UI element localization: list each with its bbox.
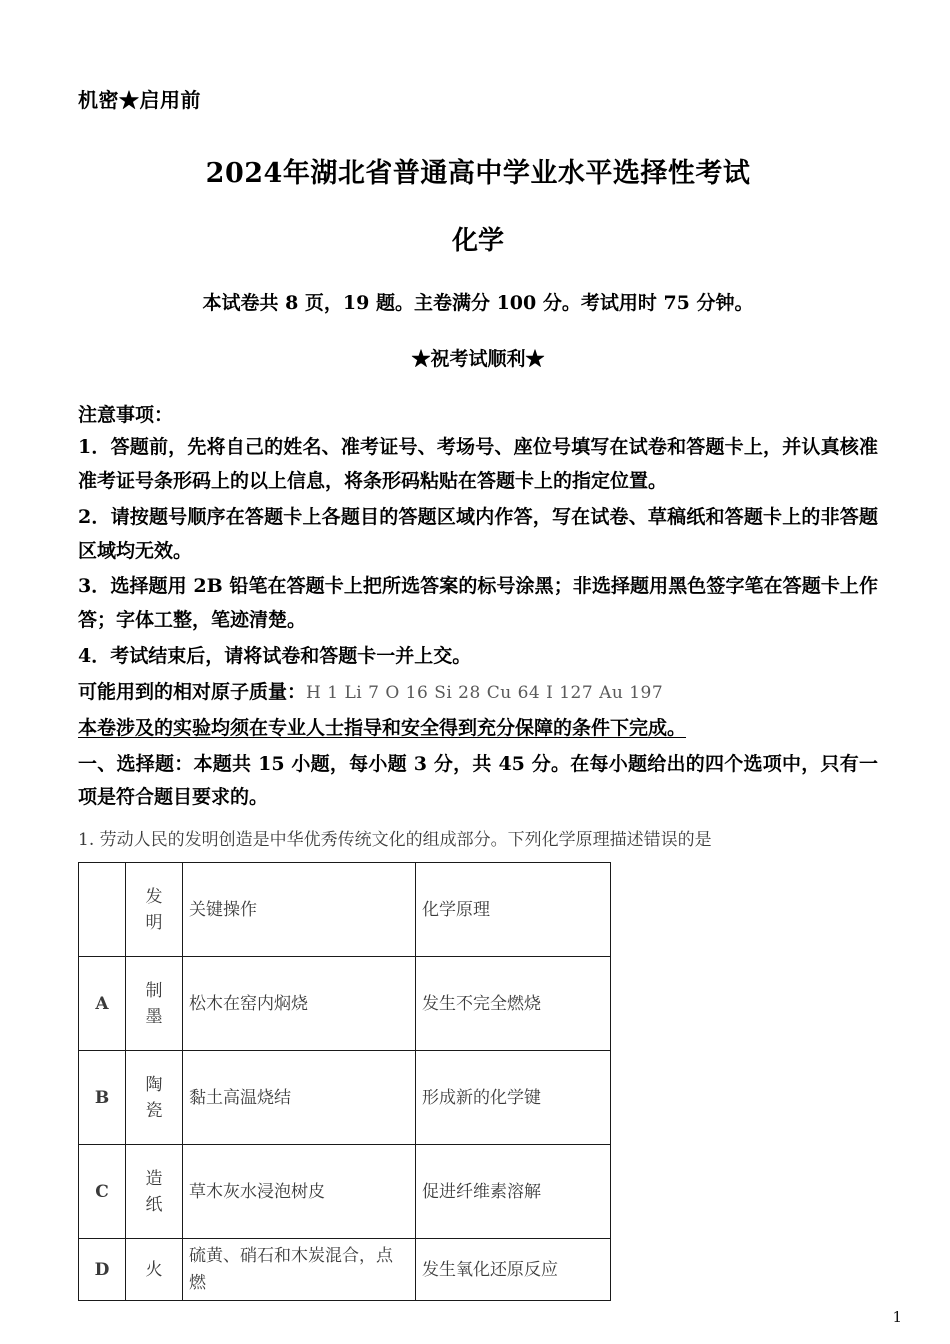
option-letter-b: B (79, 1051, 126, 1145)
subject-title: 化学 (451, 226, 504, 257)
option-a-operation: 松木在窑内焖烧 (183, 957, 416, 1051)
table-row (79, 1145, 611, 1239)
notice-title: 注意事项： (78, 403, 174, 426)
option-c-invention (126, 1145, 183, 1239)
option-letter-a: A (79, 957, 126, 1051)
option-letter-d: D (79, 1239, 126, 1301)
option-d-invention: 火 (126, 1239, 183, 1301)
confidential-notice: 机密★启用前 (78, 88, 201, 112)
table-row (79, 957, 611, 1051)
option-b-invention-label: 陶瓷 (145, 1074, 163, 1121)
option-c-operation: 草木灰水浸泡树皮 (183, 1145, 416, 1239)
atomic-mass-label: 可能用到的相对原子质量： (78, 680, 307, 703)
notice-item-4: 4．考试结束后，请将试卷和答题卡一并上交。 (78, 645, 472, 668)
option-d-principle: 发生氧化还原反应 (416, 1239, 611, 1301)
option-b-invention (126, 1051, 183, 1145)
paper-meta-line: 本试卷共 8 页，19 题。主卷满分 100 分。考试用时 75 分钟。 (202, 291, 754, 314)
safety-note: 本卷涉及的实验均须在专业人士指导和安全得到充分保障的条件下完成。 (78, 716, 687, 739)
table-row (79, 1051, 611, 1145)
wish-line: ★祝考试顺利★ (411, 348, 545, 371)
table-row (79, 1239, 611, 1301)
question-1-options-table (78, 862, 611, 1301)
atomic-mass-values: H 1 Li 7 O 16 Si 28 Cu 64 I 127 Au 197 (306, 682, 664, 703)
option-a-principle: 发生不完全燃烧 (416, 957, 611, 1051)
option-a-invention (126, 957, 183, 1051)
page-content (78, 0, 878, 1301)
table-header-invention-label: 发明 (145, 886, 163, 933)
question-1-text: 1. 劳动人民的发明创造是中华优秀传统文化的组成部分。下列化学原理描述错误的是 (78, 830, 712, 851)
option-a-invention-label: 制墨 (145, 980, 163, 1027)
section-heading: 一、选择题：本题共 15 小题，每小题 3 分，共 45 分。在每小题给出的四个选项中，只有一项是符合题目要求的。 (78, 752, 878, 809)
option-b-operation: 黏土高温烧结 (183, 1051, 416, 1145)
safety-note-row (78, 710, 878, 746)
notice-item-3: 3．选择题用 2B 铅笔在答题卡上把所选答案的标号涂黑；非选择题用黑色签字笔在答题卡上作答；字体工整，笔迹清楚。 (78, 575, 878, 632)
table-header-invention (126, 863, 183, 957)
option-d-operation: 硫黄、硝石和木炭混合，点燃 (183, 1239, 416, 1301)
page-title: 2024年湖北省普通高中学业水平选择性考试 (205, 158, 751, 189)
atomic-mass-line (78, 676, 878, 710)
table-header-row (79, 863, 611, 957)
notice-item-1: 1．答题前，先将自己的姓名、准考证号、考场号、座位号填写在试卷和答题卡上，并认真核准准考证号条形码上的以上信息，将条形码粘贴在答题卡上的指定位置。 (78, 436, 878, 493)
page-number: 1 (892, 1308, 902, 1326)
table-header-principle: 化学原理 (416, 863, 611, 957)
option-c-principle: 促进纤维素溶解 (416, 1145, 611, 1239)
option-b-principle: 形成新的化学键 (416, 1051, 611, 1145)
option-letter-c: C (79, 1145, 126, 1239)
table-header-operation: 关键操作 (183, 863, 416, 957)
option-c-invention-label: 造纸 (145, 1168, 163, 1215)
table-header-blank (79, 863, 126, 957)
notice-item-2: 2．请按题号顺序在答题卡上各题目的答题区域内作答，写在试卷、草稿纸和答题卡上的非答题区域均无效。 (78, 505, 878, 562)
